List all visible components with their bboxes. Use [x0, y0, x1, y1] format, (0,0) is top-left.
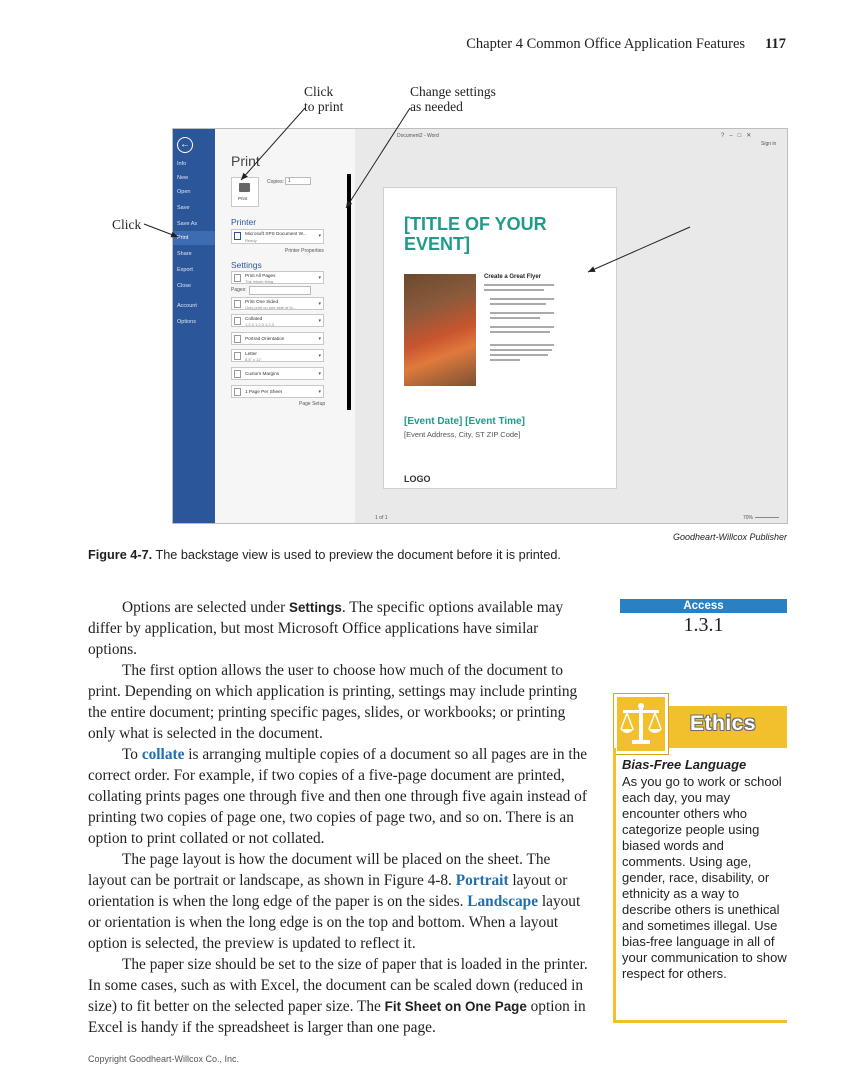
access-label: Access	[620, 599, 787, 613]
chevron-down-icon: ▾	[318, 336, 321, 342]
page-setup-link[interactable]: Page Setup	[299, 401, 326, 407]
ethics-heading: Bias-Free Language	[622, 757, 747, 772]
paragraph: Options are selected under Settings. The specific options available may differ by application, but most Microsoft Office applications have similar options.	[88, 599, 564, 658]
copies-label: Copies:	[267, 179, 284, 185]
nav-item[interactable]: Account	[177, 303, 197, 309]
paragraph: The page layout is how the document will be placed on the sheet. The layout can be portrait or landscape, as shown in Figure 4-8. Portrait layout or orientation is when the long edge of the paper is on the sides. Landscape layout or orientation is when the long edge is on the top and bottom. When a layout option is selected, the preview is updated to reflect it.	[88, 851, 581, 952]
setting-label: 1 Page Per Sheet	[245, 389, 283, 394]
printer-properties-link[interactable]: Printer Properties	[285, 248, 324, 254]
chevron-down-icon: ▾	[318, 371, 321, 377]
key-term-portrait[interactable]: Portrait	[455, 872, 509, 889]
print-heading: Print	[231, 153, 260, 169]
setting-sub: Only print on one side of th...	[245, 304, 297, 310]
key-term-landscape[interactable]: Landscape	[467, 893, 539, 910]
copies-input[interactable]: 1	[285, 177, 311, 185]
callout-line: Click	[304, 84, 334, 99]
fit-sheet-term: Fit Sheet on One Page	[384, 999, 527, 1014]
callout-click: Click	[112, 217, 142, 232]
setting-label: Custom Margins	[245, 371, 280, 376]
back-arrow-icon[interactable]: ←	[177, 137, 193, 153]
callout-line: as needed	[410, 99, 463, 114]
flyer-title-line: [TITLE OF YOUR	[404, 214, 547, 234]
nav-item[interactable]: Open	[177, 189, 191, 195]
flyer-logo: LOGO	[404, 474, 431, 484]
ethics-text: As you go to work or school each day, you may encounter others who categorize people using biased words and comments. Using age, gender, race, disability, or ethnicity as a way to describe others is unethical and sometimes illegal. Use bias-free language in all of your communication to show respect for others.	[622, 774, 787, 981]
settings-term: Settings	[289, 600, 342, 615]
paragraph: The first option allows the user to choose how much of the document to print. Depending on which application is printing, settings may include printing the entire document; printing specific pages, slides, or workbooks; or printing only what is selected in the document.	[88, 662, 578, 742]
figure-caption	[88, 548, 778, 562]
setting-label: Letter	[245, 351, 257, 356]
caption-label: Figure 4-7.	[88, 548, 153, 562]
settings-heading: Settings	[231, 260, 262, 270]
callout-line: to print	[304, 99, 344, 114]
key-term-collate[interactable]: collate	[141, 746, 185, 763]
nav-item[interactable]: Export	[177, 267, 193, 273]
print-button-label: Print	[238, 196, 248, 201]
nav-item[interactable]: Save As	[177, 221, 198, 227]
arrow-to-preview	[588, 227, 690, 272]
sign-in-link[interactable]: Sign in	[761, 141, 777, 147]
printer-status: Ready	[245, 238, 257, 243]
nav-item[interactable]: Options	[177, 319, 196, 325]
chevron-down-icon: ▾	[318, 353, 321, 359]
flyer-title-line: EVENT]	[404, 234, 471, 254]
setting-sub: The whole thing	[245, 278, 274, 284]
caption-text: The backstage view is used to preview the document before it is printed.	[152, 548, 561, 562]
printer-name: Microsoft XPS Document W...	[245, 231, 307, 236]
body-text	[88, 597, 590, 1038]
setting-label: Print All Pages	[245, 273, 276, 278]
nav-item[interactable]: New	[177, 175, 189, 181]
page-number: 117	[765, 36, 786, 52]
paragraph: The paper size should be set to the size of paper that is loaded in the printer. In some cases, such as with Excel, the document can be scaled down (reduced in size) to fit better on the selected paper size. The Fit Sheet on One Page option in Excel is handy if the spreadsheet is larger than one page.	[88, 956, 588, 1036]
nav-item[interactable]: Share	[177, 251, 192, 257]
setting-label: Print One Sided	[245, 299, 279, 304]
ethics-bottom-rule	[613, 1020, 787, 1023]
arrow-to-print-button	[241, 108, 305, 180]
chevron-down-icon: ▾	[318, 233, 321, 239]
setting-label: Portrait Orientation	[245, 336, 285, 341]
zoom-level[interactable]: 70%	[743, 515, 754, 521]
nav-item[interactable]: Close	[177, 283, 192, 289]
nav-item-print[interactable]: Print	[173, 231, 215, 245]
arrow-to-settings	[346, 108, 410, 208]
flyer-address: [Event Address, City, ST ZIP Code]	[404, 430, 521, 439]
ethics-side-rule	[613, 748, 616, 1023]
ethics-title: Ethics	[690, 712, 757, 735]
setting-sub: 8.5" x 11"	[245, 356, 262, 362]
access-number: 1.3.1	[683, 614, 724, 636]
setting-sub: 1,2,3 1,2,3 1,2,3	[245, 321, 274, 327]
chevron-down-icon: ▾	[318, 318, 321, 324]
flyer-date: [Event Date] [Event Time]	[404, 416, 525, 427]
copyright-footer: Copyright Goodheart-Willcox Co., Inc.	[88, 1054, 240, 1064]
nav-item[interactable]: Save	[177, 205, 190, 211]
scales-of-justice-icon	[614, 694, 668, 754]
chevron-down-icon: ▾	[318, 389, 321, 395]
page-navigator[interactable]: 1 of 1	[375, 515, 388, 521]
figure-credit: Goodheart-Willcox Publisher	[673, 532, 787, 542]
paragraph: To collate is arranging multiple copies of a document so all pages are in the correct order. For example, if two copies of a five-page document are printed, collating prints pages one through five and then one through five again instead of printing two copies of page one, two copies of page two, and so on. There is an option to print collated or not collated.	[88, 746, 588, 847]
chevron-down-icon: ▾	[318, 301, 321, 307]
window-title: Document2 - Word	[397, 133, 439, 139]
window-controls[interactable]: ? – □ ✕	[721, 133, 752, 139]
pages-label: Pages:	[231, 287, 247, 293]
chevron-down-icon: ▾	[318, 275, 321, 281]
nav-item[interactable]: Info	[177, 161, 187, 167]
arrow-to-print-tab	[144, 224, 178, 237]
flyer-heading: Create a Great Flyer	[484, 274, 542, 280]
callout-line: Change settings	[410, 84, 496, 99]
chapter-title: Chapter 4 Common Office Application Features	[466, 36, 746, 52]
printer-heading: Printer	[231, 217, 257, 227]
setting-label: Collated	[245, 316, 263, 321]
